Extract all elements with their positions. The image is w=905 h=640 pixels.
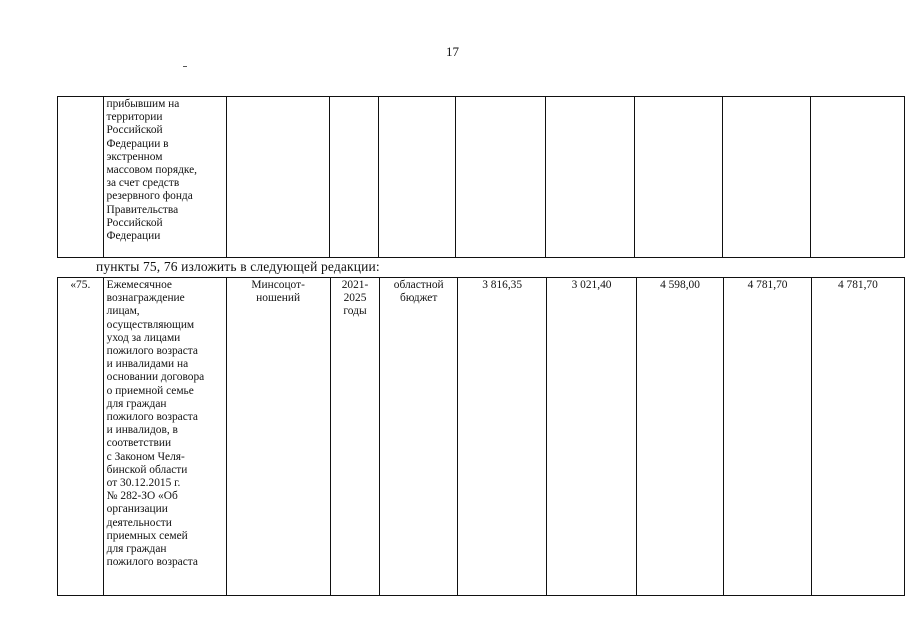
cell-source bbox=[379, 97, 455, 258]
table-continued-row bbox=[57, 96, 905, 258]
cell-description: Ежемесячное вознаграждение лицам, осуществляющим уход за лицами пожилого возраста и инвалидами на основании договора о приемной семье для граждан пожилого возраста и инвалидов, в соответствии с Законом Челя- бинской области от 30.12.2015 г. № 282-ЗО «Об организации деятельности приемных семей для граждан пожилого возраста bbox=[103, 278, 226, 596]
cell-amount-4 bbox=[723, 97, 811, 258]
cell-amount-2: 3 021,40 bbox=[547, 278, 636, 596]
cell-amount-1: 3 816,35 bbox=[457, 278, 546, 596]
cell-period bbox=[330, 97, 379, 258]
table-row bbox=[58, 278, 905, 596]
table-row bbox=[58, 97, 905, 258]
cell-amount-5 bbox=[811, 97, 905, 258]
cell-number bbox=[58, 97, 104, 258]
cell-amount-3: 4 598,00 bbox=[636, 278, 724, 596]
page-number: 17 bbox=[446, 44, 459, 59]
cell-amount-3 bbox=[635, 97, 723, 258]
scan-speck bbox=[183, 66, 187, 67]
cell-period: 2021- 2025 годы bbox=[330, 278, 380, 596]
cell-number: «75. bbox=[58, 278, 104, 596]
cell-amount-4: 4 781,70 bbox=[724, 278, 812, 596]
cell-source: областной бюджет bbox=[380, 278, 458, 596]
table-row-75 bbox=[57, 277, 905, 596]
cell-amount-5: 4 781,70 bbox=[811, 278, 904, 596]
cell-executor: Минсоцот- ношений bbox=[226, 278, 330, 596]
cell-executor bbox=[226, 97, 329, 258]
cell-description: прибывшим на территории Российской Федерации в экстренном массовом порядке, за счет средств резервного фонда Правительства Российской Федерации bbox=[103, 97, 226, 258]
amendment-instruction: пункты 75, 76 изложить в следующей редакции: bbox=[96, 259, 380, 274]
cell-amount-2 bbox=[545, 97, 635, 258]
cell-amount-1 bbox=[455, 97, 545, 258]
